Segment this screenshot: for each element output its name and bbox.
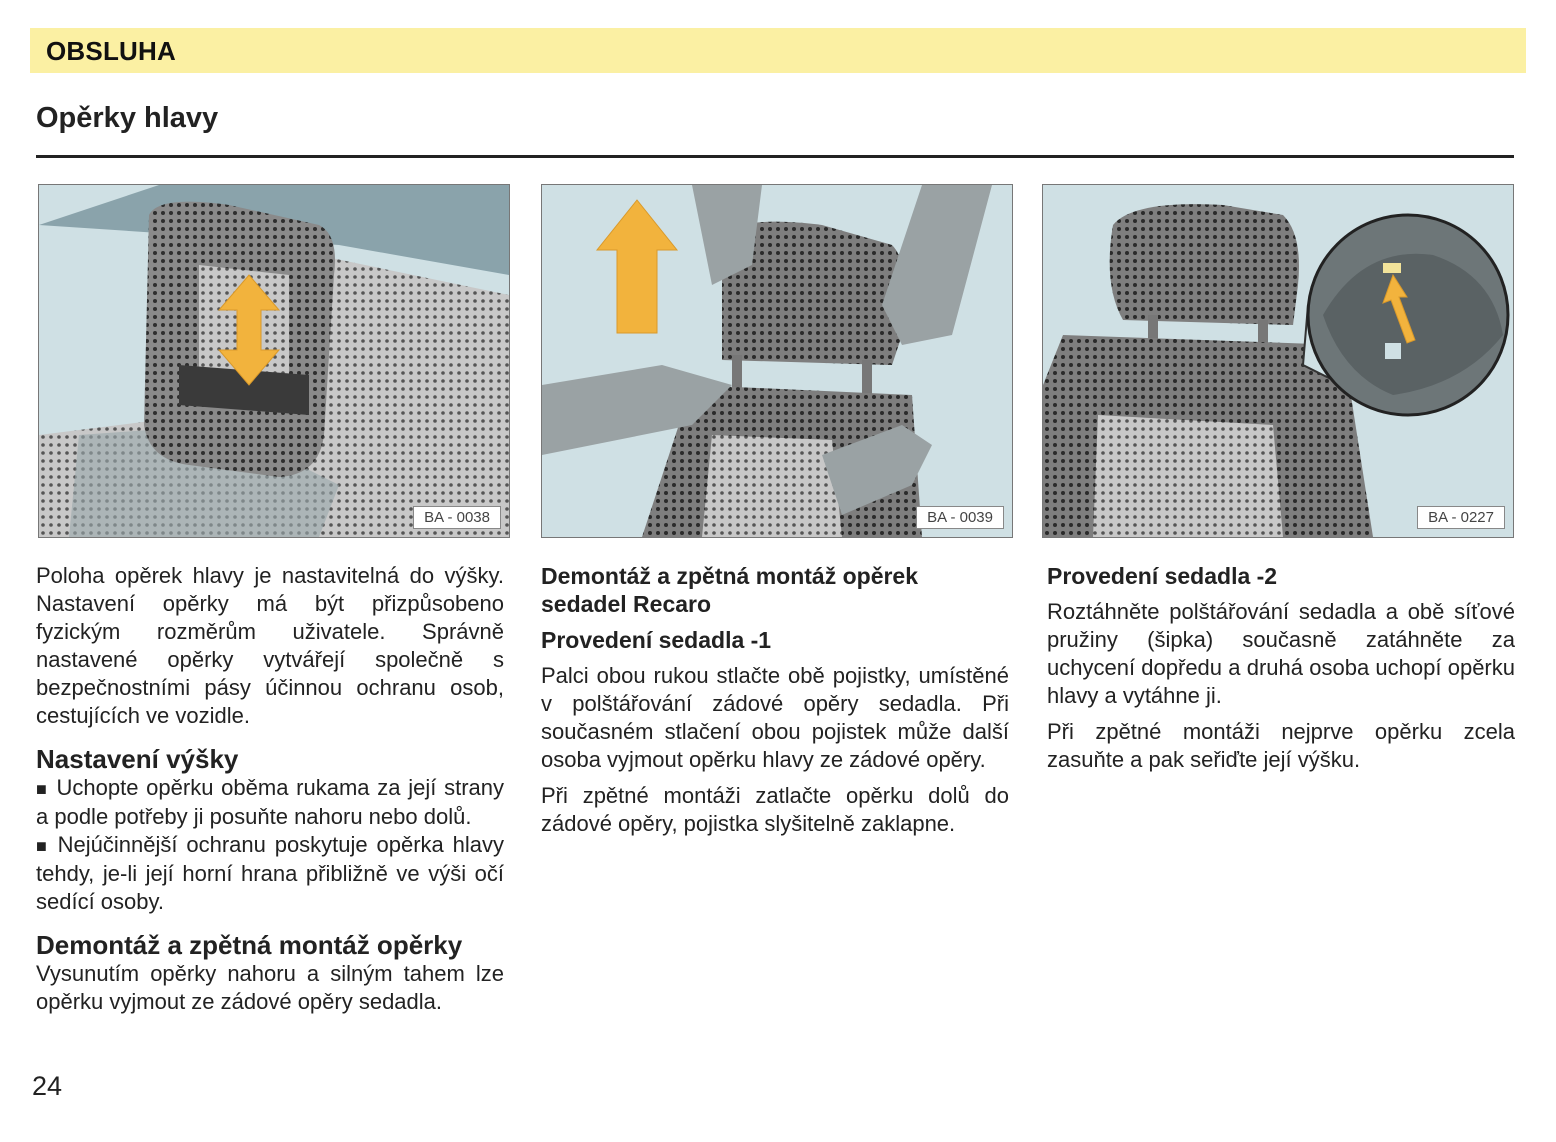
page-number: 24 [32, 1071, 63, 1101]
intro-paragraph: Poloha opěrek hlavy je nastavitelná do výšky. Nastavení opěrky má být přizpůsobeno fyzickým rozměrům uživatele. Správně nastavené opěrky vytvářejí společně s bezpečnostními pásy účinnou ochranu osob, cestujících ve vozidle. [36, 563, 504, 728]
recaro-removal-illustration [542, 185, 1012, 537]
column-1 [36, 562, 504, 1016]
recaro-paragraph-2: Při zpětné montáži zatlačte opěrku dolů do zádové opěry, pojistka slyšitelně zaklapne. [541, 783, 1009, 836]
bullet-item [36, 774, 504, 831]
section-header-bar [30, 28, 1526, 73]
removal-heading: Demontáž a zpětná montáž opěrky [36, 930, 463, 960]
figure-headrest-height [38, 184, 510, 538]
figure-label: BA - 0227 [1417, 506, 1505, 529]
removal-paragraph: Vysunutím opěrky nahoru a silným tahem lze opěrku vyjmout ze zádové opěry sedadla. [36, 961, 504, 1014]
page-title: Opěrky hlavy [36, 102, 219, 134]
column-2 [541, 562, 1009, 838]
section-title: OBSLUHA [46, 36, 176, 66]
column-3 [1047, 562, 1515, 774]
figure-seat-variant-2 [1042, 184, 1514, 538]
figure-label: BA - 0038 [413, 506, 501, 529]
bullet-text: Uchopte opěrku oběma rukama za její strany a podle potřeby ji posuňte nahoru nebo dolů. [36, 775, 504, 829]
figure-label: BA - 0039 [916, 506, 1004, 529]
variant-2-paragraph-1: Roztáhněte polštářování sedadla a obě síťové pružiny (šipka) současně zatáhněte za uchycení dopředu a druhá osoba uchopí opěrku hlavy a vytáhne ji. [1047, 599, 1515, 708]
title-divider [36, 155, 1514, 158]
headrest-height-illustration [39, 185, 509, 537]
variant-2-paragraph-2: Při zpětné montáži nejprve opěrku zcela zasuňte a pak seřiďte její výšku. [1047, 719, 1515, 772]
recaro-heading: Demontáž a zpětná montáž opěrek sedadel Recaro [541, 563, 919, 617]
seat-variant-2-heading: Provedení sedadla -2 [1047, 563, 1278, 589]
figure-recaro-removal [541, 184, 1013, 538]
height-adjust-heading: Nastavení výšky [36, 744, 239, 774]
bullet-item [36, 831, 504, 916]
bullet-text: Nejúčinnější ochranu poskytuje opěrka hlavy tehdy, je-li její horní hrana přibližně ve výši očí sedící osoby. [36, 832, 505, 914]
seat-variant-2-illustration [1043, 185, 1513, 537]
recaro-paragraph-1: Palci obou rukou stlačte obě pojistky, umístěné v polštářování zádové opěry sedadla. Při současném stlačení obou pojistek může další osoba vyjmout opěrku hlavy ze zádové opěry. [541, 663, 1009, 772]
seat-variant-1-heading: Provedení sedadla -1 [541, 627, 772, 653]
